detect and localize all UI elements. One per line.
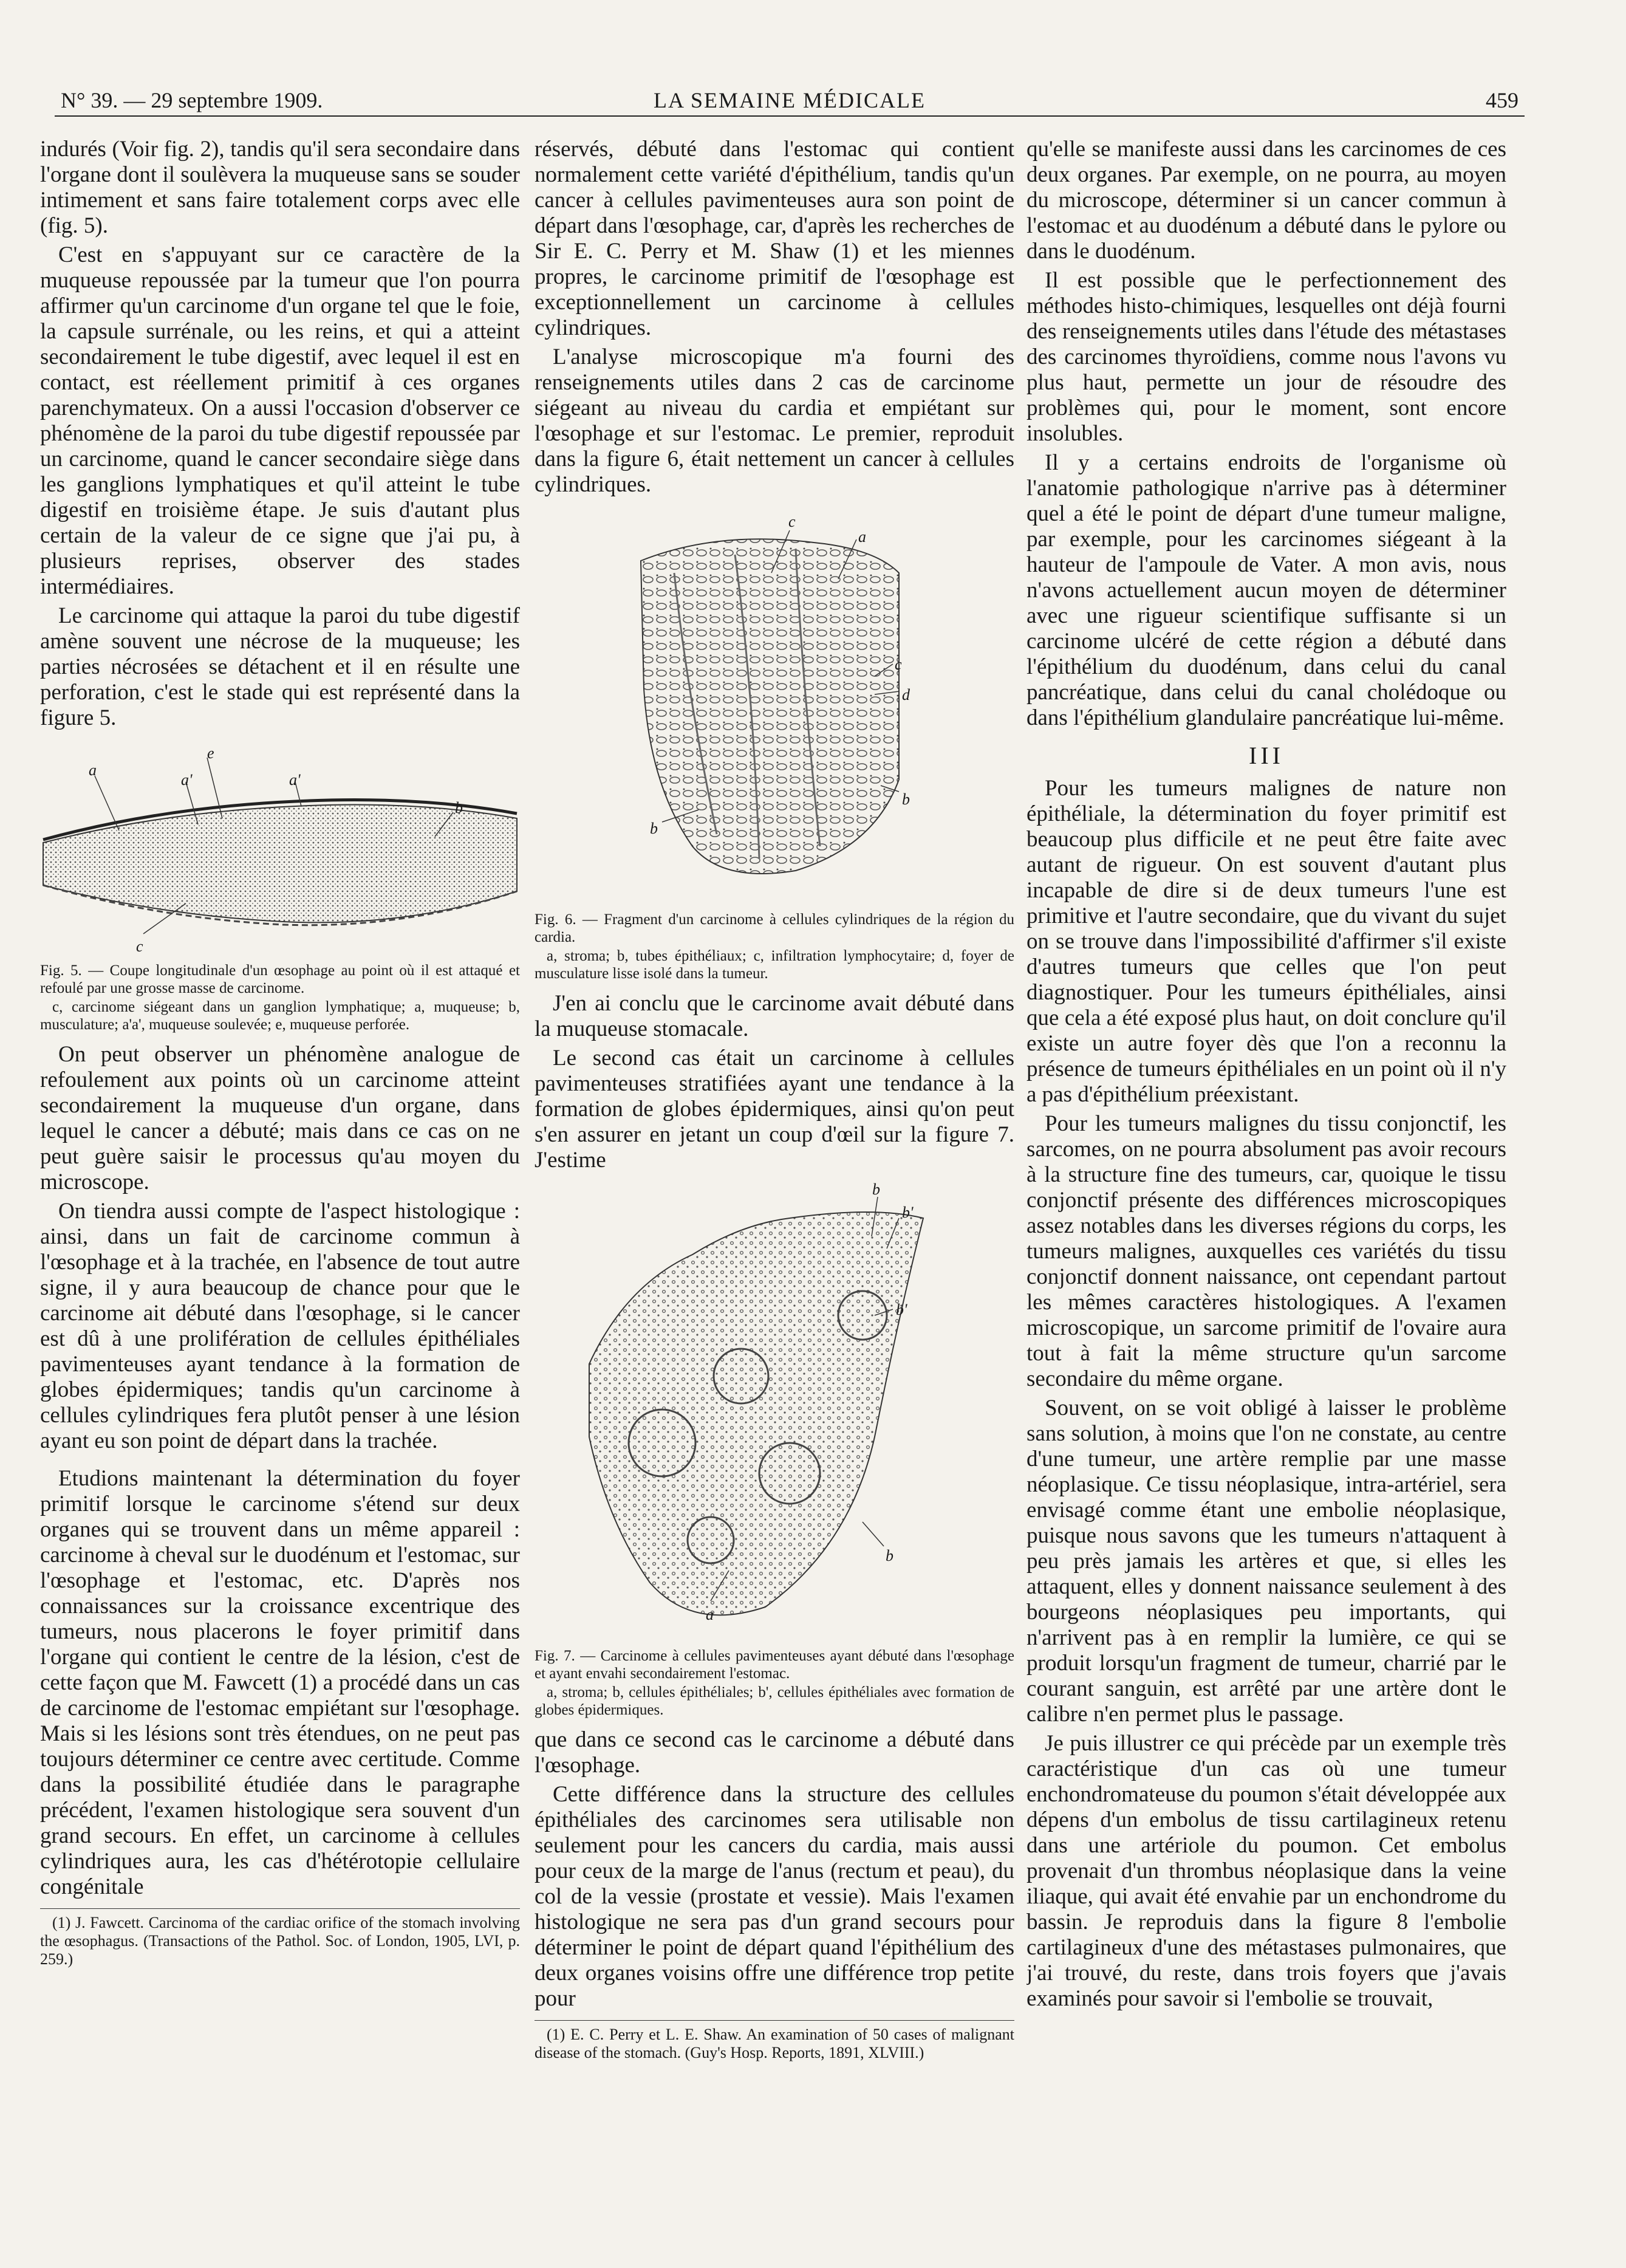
figure-caption-title: Fig. 7. — Carcinome à cellules pavimenteuses ayant débuté dans l'œsophage et ayant envahi secondairement l'estomac. <box>535 1648 1014 1682</box>
paragraph: Le carcinome qui attaque la paroi du tube digestif amène souvent une nécrose de la muqueuse; les parties nécrosées se détachent et il en résulte une perforation, c'est le stade qui est représenté dans la figure 5. <box>40 603 520 730</box>
paragraph: qu'elle se manifeste aussi dans les carcinomes de ces deux organes. Par exemple, on ne pourra, au moyen du microscope, déterminer si un cancer commun à l'estomac et au duodénum a débuté dans le pylore ou dans le duodénum. <box>1026 137 1506 264</box>
figure-6-illustration <box>535 506 1014 907</box>
figure-label: b' <box>902 1204 914 1221</box>
section-number: III <box>1249 742 1284 769</box>
figure-label: b <box>650 820 658 837</box>
figure-7-caption <box>535 1647 1014 1719</box>
paragraph: Pour les tumeurs malignes du tissu conjonctif, les sarcomes, on ne pourra absolument pas avoir recours à la structure fine des tumeurs, car, quoique le tissu conjonctif présente des différences microscopiques assez notables dans les diverses régions du corps, les tumeurs malignes, auxquelles ces variétés du tissu conjonctif donnent naissance, ont cependant partout les mêmes caractères histologiques. A l'examen microscopique, un sarcome primitif de l'ovaire aura tout à fait la même structure qu'un sarcome secondaire du même organe. <box>1026 1111 1506 1391</box>
footnote <box>535 2020 1014 2062</box>
figure-label: a <box>89 761 97 779</box>
paragraph: C'est en s'appuyant sur ce caractère de la muqueuse repoussée par la tumeur que l'on pourra affirmer qu'un carcinome d'un organe tel que le foie, la capsule surrénale, ou les reins, et qui a atteint secondairement le tube digestif, avec lequel il est en contact, est réellement primitif à ces organes parenchymateux. On a aussi l'occasion d'observer ce phénomène de la paroi du tube digestif repoussée par un carcinome, quand le cancer secondaire siège dans les ganglions lymphatiques et qu'il atteint le tube digestif en troisième étape. Je suis d'autant plus certain de la valeur de ce signe que j'ai pu, à plusieurs reprises, observer des stades intermédiaires. <box>40 242 520 599</box>
figure-6-caption <box>535 911 1014 982</box>
figure-caption-legend: a, stroma; b, tubes épithéliaux; c, infiltration lymphocytaire; d, foyer de musculature lisse isolé dans la tumeur. <box>535 948 1014 982</box>
paragraph: réservés, débuté dans l'estomac qui contient normalement cette variété d'épithélium, tandis qu'un cancer à cellules pavimenteuses aura son point de départ dans l'œsophage, car, d'après les recherches de Sir E. C. Perry et M. Shaw (1) et les miennes propres, le carcinome primitif de l'œsophage est exceptionnellement un carcinome à cellules cylindriques. <box>535 137 1014 340</box>
paragraph: On peut observer un phénomène analogue de refoulement aux points où un carcinome atteint secondairement la muqueuse d'un organe, dans lequel le cancer a débuté; mais dans ce cas on ne peut guère saisir le processus qu'au moyen du microscope. <box>40 1042 520 1194</box>
figure-label: c <box>895 656 902 673</box>
figure-7-illustration <box>535 1182 1014 1643</box>
figure-6 <box>535 506 1014 907</box>
figure-label: c <box>788 513 796 530</box>
figure-label: a <box>706 1606 714 1623</box>
figure-caption-title: Fig. 6. — Fragment d'un carcinome à cellules cylindriques de la région du cardia. <box>535 911 1014 945</box>
paragraph: Souvent, on se voit obligé à laisser le problème sans solution, à moins que l'on ne constate, au centre d'une tumeur, une artère remplie par une masse néoplasique. Ce tissu néoplasique, intra-artériel, sera envisagé comme étant une embolie néoplasique, puisque nous savons que les tumeurs n'attaquent à peu près jamais les artères et que, si elles les attaquent, elles y donnent naissance seulement à des bourgeons néoplasiques peu importants, qui n'arrivent pas à en remplir la lumière, ce qui se produit lorsqu'un fragment de tumeur, charrié par le courant sanguin, est arrêté par une artère dont le calibre n'en permet plus le passage. <box>1026 1396 1506 1727</box>
figure-label: b <box>886 1547 893 1564</box>
paragraph: indurés (Voir fig. 2), tandis qu'il sera secondaire dans l'organe dont il soulèvera la muqueuse sans se souder intimement et sans faire totalement corps avec elle (fig. 5). <box>40 137 520 238</box>
figure-label: a <box>858 528 866 546</box>
paragraph: Je puis illustrer ce qui précède par un exemple très caractéristique d'un cas où une tumeur enchondromateuse du poumon s'était développée aux dépens d'un embolus de tissu cartilagineux retenu dans une artériole du poumon. Cet embolus provenait d'un thrombus néoplasique dans la veine iliaque, qui avait été envahie par un enchondrome du bassin. Je reproduis dans la figure 8 l'embolie cartilagineux d'une des métastases pulmonaires, que j'ai trouvé, du reste, dans trois foyers que j'avais examinés pour savoir si l'embolie se trouvait, <box>1026 1731 1506 2011</box>
page-number: 459 <box>1486 88 1518 112</box>
column-2 <box>535 137 1014 2239</box>
figure-label: b' <box>896 1301 907 1318</box>
paragraph: Il est possible que le perfectionnement des méthodes histo-chimiques, lesquelles ont déjà fourni des renseignements utiles dans l'étude des métastases des carcinomes thyroïdiens, comme nous l'avons vu plus haut, permette un jour de résoudre des problèmes qui, pour le moment, sont encore insolubles. <box>1026 268 1506 446</box>
figure-label: e <box>207 744 214 762</box>
paragraph: Il y a certains endroits de l'organisme où l'anatomie pathologique n'arrive pas à déterminer quel a été le point de départ d'une tumeur maligne, par exemple, pour les carcinomes siégeant à la hauteur de l'ampoule de Vater. A mon avis, nous n'avons actuellement aucun moyen de déterminer avec une rigueur scientifique suffisante si un carcinome ulcéré de cette région a débuté dans l'épithélium du duodénum, dans celui du canal pancréatique, dans celui du canal cholédoque ou dans l'épithélium glandulaire pancréatique lui-même. <box>1026 450 1506 730</box>
figure-label: a' <box>181 771 193 789</box>
paragraph: J'en ai conclu que le carcinome avait débuté dans la muqueuse stomacale. <box>535 991 1014 1041</box>
footnote <box>40 1908 520 1968</box>
figure-caption-legend: a, stroma; b, cellules épithéliales; b', cellules épithéliales avec formation de globes épidermiques. <box>535 1684 1014 1718</box>
paragraph: On tiendra aussi compte de l'aspect histologique : ainsi, dans un fait de carcinome commun à l'œsophage et à la trachée, en l'absence de tout autre signe, il y aura beaucoup de chance pour que le carcinome ait débuté dans l'œsophage, si le cancer est dû à une prolifération de cellules épithéliales pavimenteuses ayant tendance à la formation de globes épidermiques; tandis qu'un carcinome à cellules cylindriques fera plutôt penser à une lésion ayant eu son point de départ dans la trachée. <box>40 1199 520 1453</box>
paragraph: Etudions maintenant la détermination du foyer primitif lorsque le carcinome s'étend sur deux organes qui se trouvent dans un même appareil : carcinome à cheval sur le duodénum et l'estomac, sur l'œsophage et l'estomac, etc. D'après nos connaissances sur la croissance excentrique des tumeurs, nous placerons le foyer primitif dans l'organe qui contient le centre de la lésion, c'est de cette façon que M. Fawcett (1) a procédé dans un cas de carcinome de l'estomac empiétant sur l'œsophage. Mais si les lésions sont très étendues, on ne peut pas toujours déterminer ce centre avec certitude. Comme dans la possibilité étudiée dans le paragraphe précédent, l'examen histologique sera souvent d'un grand secours. En effet, un carcinome à cellules cylindriques aura, les cas d'hétérotopie cellulaire congénitale <box>40 1466 520 1899</box>
paragraph: L'analyse microscopique m'a fourni des renseignements utiles dans 2 cas de carcinome siégeant au niveau du cardia et empiétant sur l'œsophage et sur l'estomac. Le premier, reproduit dans la figure 6, était nettement un cancer à cellules cylindriques. <box>535 344 1014 497</box>
issue-date: N° 39. — 29 septembre 1909. <box>61 88 323 112</box>
paragraph: Le second cas était un carcinome à cellules pavimenteuses stratifiées ayant une tendance à la formation de globes épidermiques, ainsi qu'on peut s'en assurer en jetant un coup d'œil sur la figure 7. J'estime <box>535 1046 1014 1173</box>
figure-5-caption <box>40 962 520 1033</box>
figure-7 <box>535 1182 1014 1643</box>
figure-5 <box>40 739 520 958</box>
paragraph: Pour les tumeurs malignes de nature non épithéliale, la détermination du foyer primitif est beaucoup plus difficile et ne peut être faite avec autant de rigueur. On est souvent d'autant plus incapable de dire si de deux tumeurs l'une est primitive et l'autre secondaire, que du vivant du sujet on se trouve dans l'impossibilité d'affirmer s'il existe d'autres tumeurs que celles que l'on peut diagnostiquer. Pour les tumeurs épithéliales, ainsi que cela a été exposé plus haut, on doit conclure qu'il existe un autre foyer dès que l'on a reconnu la présence de tumeurs épithéliales en un point où il n'y a pas d'épithélium préexistant. <box>1026 776 1506 1107</box>
figure-caption-legend: c, carcinome siégeant dans un ganglion lymphatique; a, muqueuse; b, musculature; a'a', muqueuse soulevée; e, muqueuse perforée. <box>40 999 520 1033</box>
figure-label: c <box>136 937 143 955</box>
footnote-text: (1) E. C. Perry et L. E. Shaw. An examination of 50 cases of malignant disease of the stomach. (Guy's Hosp. Reports, 1891, XLVIII.) <box>535 2026 1014 2061</box>
column-3 <box>1026 137 1506 2239</box>
footnote-text: (1) J. Fawcett. Carcinoma of the cardiac orifice of the stomach involving the œsophagus. (Transactions of the Pathol. Soc. of London, 1905, LVI, p. 259.) <box>40 1914 520 1968</box>
figure-label: b <box>872 1180 880 1198</box>
journal-title: LA SEMAINE MÉDICALE <box>654 88 926 112</box>
figure-caption-title: Fig. 5. — Coupe longitudinale d'un œsophage au point où il est attaqué et refoulé par une grosse masse de carcinome. <box>40 962 520 996</box>
page-header <box>55 85 1525 117</box>
paragraph: que dans ce second cas le carcinome a débuté dans l'œsophage. <box>535 1727 1014 1778</box>
column-1 <box>40 137 520 2239</box>
paragraph: Cette différence dans la structure des cellules épithéliales des carcinomes sera utilisable non seulement pour les cancers du cardia, mais aussi pour ceux de la marge de l'anus (rectum et peau), du col de la vessie (prostate et vessie). Mais l'examen histologique ne sera pas d'un grand secours pour déterminer le point de départ quand l'épithélium des deux organes voisins offre une différence trop petite pour <box>535 1782 1014 2011</box>
figure-5-illustration <box>40 739 520 958</box>
figure-label: a' <box>289 771 301 789</box>
figure-label: b <box>455 799 463 817</box>
figure-label: d <box>902 686 910 704</box>
figure-label: b <box>902 790 910 808</box>
